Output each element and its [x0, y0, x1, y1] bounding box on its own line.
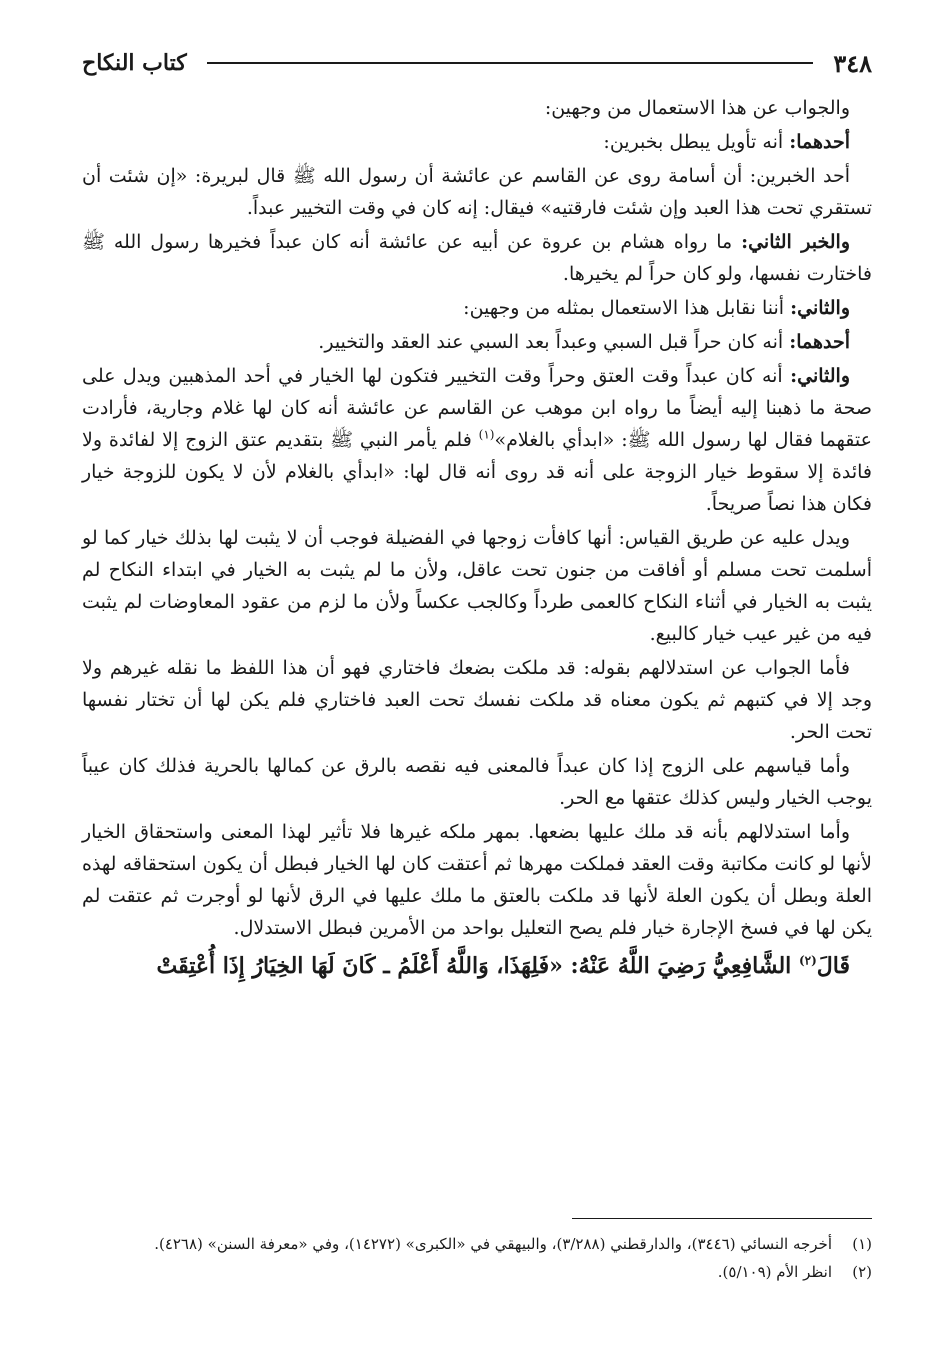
paragraph: [82, 292, 872, 324]
paragraph-lead: أحدهما:: [789, 331, 850, 353]
page-header: [82, 40, 872, 86]
header-rule: [207, 62, 814, 64]
footnote-rule: [572, 1218, 872, 1219]
footnote: [82, 1230, 872, 1258]
footnote-number: (١): [852, 1235, 872, 1253]
paragraph: [82, 160, 872, 224]
paragraph-lead: والخبر الثاني:: [741, 231, 850, 253]
paragraph-text: أنه كان حراً قبل السبي وعبداً بعد السبي عند العقد والتخيير.: [318, 331, 790, 353]
paragraph-text: ويدل عليه عن طريق القياس: أنها كافأت زوجها في الفضيلة فوجب أن لا يثبت لها بذلك خيار كما لو أسلمت تحت مسلم أو أفاقت من جنون تحت عاقل، ولأن ما لم يثبت به الخيار في ابتداء النكاح لم يثبت به الخيار في أثناء النكاح كالعمى طرداً وكالجب عكساً ولأن ما لزم من عقود المعاوضات لم يثبت فيه من غير عيب خيار كالبيع.: [82, 527, 872, 645]
book-page: [82, 40, 872, 1340]
footnote-number: (٢): [852, 1263, 872, 1281]
paragraph-text: أنه تأويل يبطل بخبرين:: [603, 131, 790, 153]
paragraph-text: وأما قياسهم على الزوج إذا كان عبداً فالمعنى فيه نقصه بالرق عن كمالها بالحرية فذلك كان عيباً يوجب الخيار وليس كذلك عتقها مع الحر.: [82, 755, 872, 809]
page-number: ٣٤٨: [833, 48, 872, 78]
paragraph-text: فلم يأمر النبي ﷺ بتقديم عتق الزوج إلا لفائدة ولا فائدة إلا سقوط خيار الزوجة على أنه قد روى أنه قال لها: «ابدأي بالغلام لأن لا يكون للزوجة خيار فكان هذا نصاً صريحاً.: [82, 429, 872, 515]
paragraph-text: فأما الجواب عن استدلالهم بقوله: قد ملكت بضعك فاختاري فهو أن هذا اللفظ ما نقله غيرهم ولا وجد إلا في كتبهم ثم يكون معناه قد ملكت نفسك تحت العبد فاختاري فلم يكن لها أن تختار نفسها تحت الحر.: [82, 657, 872, 743]
book-title: كتاب النكاح: [82, 50, 187, 76]
paragraph-lead: أحدهما:: [789, 131, 850, 153]
footnote: [82, 1258, 872, 1286]
footnote-ref[interactable]: (١): [478, 427, 495, 442]
paragraph: [82, 92, 872, 124]
body-text: [82, 92, 872, 982]
paragraph-text: ما رواه هشام بن عروة عن أبيه عن عائشة أنه كان عبداً فخيرها رسول الله ﷺ فاختارت نفسها، ولو كان حراً لم يخيرها.: [82, 231, 872, 285]
paragraph-text: أننا نقابل هذا الاستعمال بمثله من وجهين:: [463, 297, 791, 319]
footnote-text: أخرجه النسائي (٣٤٤٦)، والدارقطني (٣/٢٨٨)، والبيهقي في «الكبرى» (١٤٢٧٢)، وفي «معرفة السنن» (٤٢٦٨).: [154, 1235, 832, 1253]
footnote-text: انظر الأم (٥/١٠٩).: [717, 1263, 832, 1281]
paragraph: [82, 126, 872, 158]
footnote-ref[interactable]: (٢): [798, 953, 817, 968]
paragraph: [82, 360, 872, 520]
closing-quote: [82, 950, 872, 982]
paragraph: [82, 326, 872, 358]
paragraph: [82, 522, 872, 650]
paragraph-lead: والثاني:: [790, 297, 850, 319]
footnotes: [82, 1230, 872, 1286]
paragraph: [82, 816, 872, 944]
paragraph: [82, 226, 872, 290]
paragraph: [82, 652, 872, 748]
paragraph-lead: والثاني:: [790, 365, 850, 387]
quote-prefix: قَالَ: [816, 953, 850, 979]
paragraph-text: وأما استدلالهم بأنه قد ملك عليها بضعها. بمهر ملكه غيرها فلا تأثير لهذا المعنى واستحقاق الخيار لأنها لو كانت مكاتبة وقت العقد فملكت مهرها ثم أعتقت كان لها الخيار فبطل أن يكون استحقاقه لهذه العلة وبطل أن يكون العلة لأنها قد ملكت بالعتق ما ملك عليها في الرق لأنها لو أوجرت ثم عتقت لم يكن لها في فسخ الإجارة خيار فلم يصح التعليل بواحد من الأمرين فبطل الاستدلال.: [82, 821, 872, 939]
quote-text: الشَّافِعِيُّ رَضِيَ اللَّهُ عَنْهُ: «فَلِهَذَا، وَاللَّهُ أَعْلَمُ ـ كَانَ لَهَا الخِيَارُ إِذَا أُعْتِقَتْ: [156, 953, 799, 979]
paragraph-text: أنه كان عبداً وقت العتق وحراً وقت التخيير فتكون لها الخيار في أحد المذهبين ويدل على صحة ما ذهبنا إليه أيضاً ما رواه ابن موهب عن القاسم عن عائشة أنه كان لها غلام وجارية، فأرادت عتقهما فقال لها رسول الله ﷺ: «ابدأي بالغلام»: [82, 365, 872, 451]
paragraph-text: والجواب عن هذا الاستعمال من وجهين:: [544, 97, 850, 119]
paragraph: [82, 750, 872, 814]
paragraph-text: أحد الخبرين: أن أسامة روى عن القاسم عن عائشة أن رسول الله ﷺ قال لبريرة: «إن شئت أن تستقري تحت هذا العبد وإن شئت فارقتيه» فيقال: إنه كان في وقت التخيير عبداً.: [82, 165, 872, 219]
